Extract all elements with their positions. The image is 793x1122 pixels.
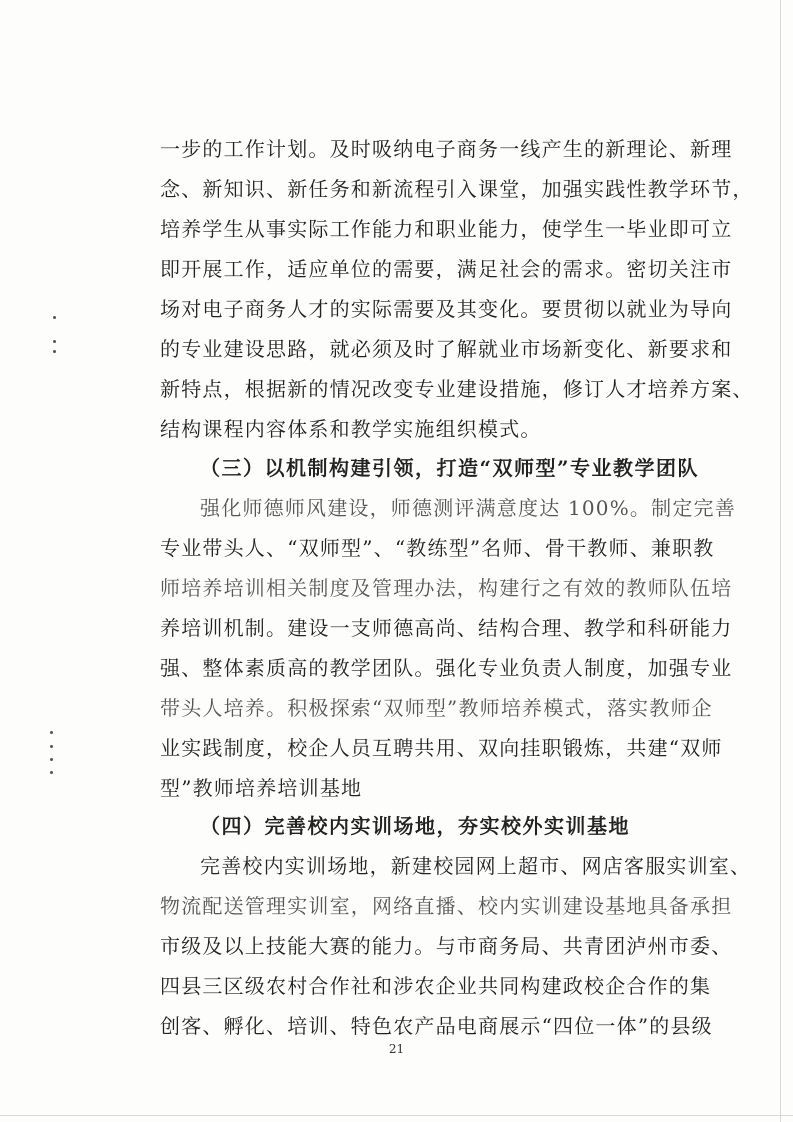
paragraph-line: 强、整体素质高的教学团队。强化专业负责人制度，加强专业: [160, 656, 733, 680]
page-edge-right: [780, 0, 781, 1122]
paragraph-line: 创客、孵化、培训、特色农产品电商展示“四位一体”的县级: [160, 1014, 713, 1038]
page-edge-bottom: [0, 1115, 793, 1116]
paragraph-line: 完善校内实训场地，新建校园网上超市、网店客服实训室、: [200, 854, 752, 878]
binding-dot: [53, 350, 56, 353]
binding-dot: [50, 731, 53, 734]
section-heading: （四）完善校内实训场地，夯实校外实训基地: [200, 814, 630, 838]
paragraph-line: 型”教师培养培训基地: [160, 776, 363, 800]
paragraph-line: 培养学生从事实际工作能力和职业能力，使学生一毕业即可立: [160, 217, 733, 241]
paragraph-line: 结构课程内容体系和教学实施组织模式。: [160, 417, 542, 441]
paragraph-line: 物流配送管理实训室，网络直播、校内实训建设基地具备承担: [160, 894, 733, 918]
paragraph-line: 四县三区级农村合作社和涉农企业共同构建政校企合作的集: [160, 974, 712, 998]
section-heading: （三）以机制构建引领，打造“双师型”专业教学团队: [200, 456, 700, 480]
binding-dot: [50, 745, 53, 748]
binding-dot: [53, 316, 56, 319]
paragraph-line: 业实践制度，校企人员互聘共用、双向挂职锻炼，共建“双师: [160, 736, 723, 760]
paragraph-line: 一步的工作计划。及时吸纳电子商务一线产生的新理论、新理: [160, 137, 733, 161]
paragraph-line: 带头人培养。积极探索“双师型”教师培养模式，落实教师企: [160, 696, 713, 720]
binding-dot: [53, 340, 56, 343]
paragraph-line: 场对电子商务人才的实际需要及其变化。要贯彻以就业为导向: [160, 297, 733, 321]
paragraph-line: 新特点，根据新的情况改变专业建设措施，修订人才培养方案、: [160, 377, 754, 401]
paragraph-line: 市级及以上技能大赛的能力。与市商务局、共青团泸州市委、: [160, 934, 733, 958]
binding-dot: [50, 771, 53, 774]
paragraph-line: 养培训机制。建设一支师德高尚、结构合理、教学和科研能力: [160, 616, 733, 640]
paragraph-line: 念、新知识、新任务和新流程引入课堂，加强实践性教学环节，: [160, 177, 754, 201]
paragraph-line: 专业带头人、“双师型”、“教练型”名师、骨干教师、兼职教: [160, 536, 715, 560]
paragraph-line: 师培养培训相关制度及管理办法，构建行之有效的教师队伍培: [160, 576, 733, 600]
paragraph-line: 强化师德师风建设，师德测评满意度达 100%。制定完善: [200, 496, 736, 520]
binding-dot: [50, 758, 53, 761]
paragraph-line: 的专业建设思路，就必须及时了解就业市场新变化、新要求和: [160, 337, 733, 361]
page-number: 21: [388, 1042, 405, 1056]
paragraph-line: 即开展工作，适应单位的需要，满足社会的需求。密切关注市: [160, 257, 733, 281]
